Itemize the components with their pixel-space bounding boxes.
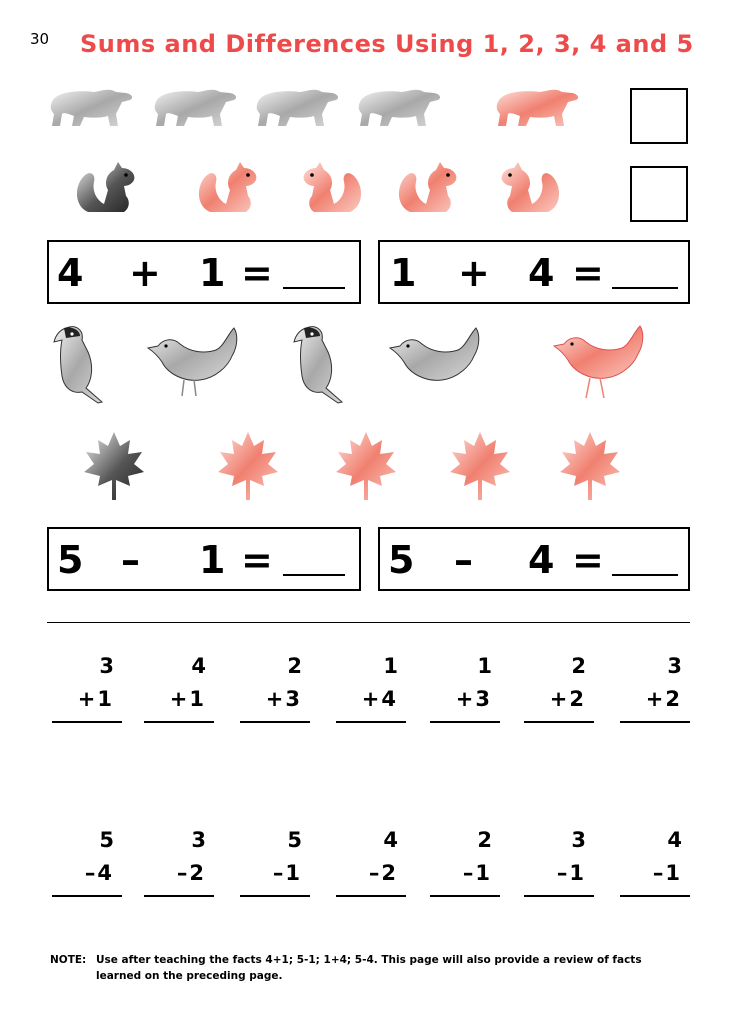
answer-blank[interactable] xyxy=(283,574,345,576)
polar-bear-icon xyxy=(252,84,344,130)
equation-operand: 5 xyxy=(57,538,84,582)
problem-bottom-number: +1 xyxy=(169,687,206,711)
problem-bottom-number: +2 xyxy=(645,687,682,711)
page-title: Sums and Differences Using 1, 2, 3, 4 and 5 xyxy=(80,30,694,58)
answer-blank[interactable] xyxy=(612,287,678,289)
problem-top-number: 1 xyxy=(477,654,492,678)
equation-operand: 4 xyxy=(57,251,84,295)
addition-equation-box xyxy=(47,240,361,304)
equation-operand: 1 xyxy=(390,251,417,295)
subtraction-equation-box xyxy=(378,527,690,591)
problem-bottom-number: –1 xyxy=(272,861,302,885)
problem-bottom-number: +3 xyxy=(455,687,492,711)
problem-bottom-number: +4 xyxy=(361,687,398,711)
squirrel-icon xyxy=(74,150,142,216)
answer-line[interactable] xyxy=(144,895,214,897)
maple-leaf-icon xyxy=(334,430,398,502)
equation-operand: 4 xyxy=(528,538,555,582)
bird-icon xyxy=(288,322,350,404)
answer-line[interactable] xyxy=(430,721,500,723)
problem-top-number: 2 xyxy=(477,828,492,852)
equals-sign: = xyxy=(241,538,273,582)
maple-leaf-icon xyxy=(448,430,512,502)
problem-bottom-number: –2 xyxy=(368,861,398,885)
problem-bottom-number: –2 xyxy=(176,861,206,885)
answer-line[interactable] xyxy=(430,895,500,897)
equation-operand: 4 xyxy=(528,251,555,295)
section-divider xyxy=(47,622,690,623)
squirrel-icon xyxy=(196,150,264,216)
bird-icon xyxy=(144,326,244,406)
polar-bear-icon xyxy=(354,84,446,130)
equation-operator: – xyxy=(121,538,140,582)
answer-line[interactable] xyxy=(144,721,214,723)
page-number: 30 xyxy=(30,30,50,48)
bird-icon xyxy=(386,326,486,406)
answer-line[interactable] xyxy=(52,721,122,723)
polar-bear-icon xyxy=(46,84,138,130)
maple-leaf-icon xyxy=(216,430,280,502)
problem-top-number: 3 xyxy=(191,828,206,852)
equation-operator: + xyxy=(129,251,161,295)
answer-line[interactable] xyxy=(524,721,594,723)
maple-leaf-icon xyxy=(558,430,622,502)
problem-bottom-number: –1 xyxy=(462,861,492,885)
maple-leaf-icon xyxy=(82,430,146,502)
problem-bottom-number: +2 xyxy=(549,687,586,711)
equals-sign: = xyxy=(572,538,604,582)
subtraction-equation-box xyxy=(47,527,361,591)
problem-bottom-number: +1 xyxy=(77,687,114,711)
answer-line[interactable] xyxy=(240,895,310,897)
squirrel-icon xyxy=(296,150,364,216)
problem-bottom-number: –1 xyxy=(652,861,682,885)
problem-top-number: 3 xyxy=(571,828,586,852)
answer-line[interactable] xyxy=(240,721,310,723)
equals-sign: = xyxy=(241,251,273,295)
problem-top-number: 3 xyxy=(667,654,682,678)
equation-operator: – xyxy=(454,538,473,582)
bird-icon xyxy=(550,324,650,406)
answer-line[interactable] xyxy=(620,895,690,897)
problem-top-number: 4 xyxy=(383,828,398,852)
problem-top-number: 3 xyxy=(99,654,114,678)
polar-bear-icon xyxy=(150,84,242,130)
problem-top-number: 1 xyxy=(383,654,398,678)
squirrel-icon xyxy=(396,150,464,216)
squirrel-icon xyxy=(494,150,562,216)
problem-bottom-number: +3 xyxy=(265,687,302,711)
answer-blank[interactable] xyxy=(612,574,678,576)
answer-line[interactable] xyxy=(336,895,406,897)
equals-sign: = xyxy=(572,251,604,295)
answer-line[interactable] xyxy=(524,895,594,897)
addition-equation-box xyxy=(378,240,690,304)
equation-operand: 1 xyxy=(199,251,226,295)
problem-top-number: 5 xyxy=(99,828,114,852)
answer-box-squirrels[interactable] xyxy=(630,166,688,222)
problem-top-number: 2 xyxy=(571,654,586,678)
bird-icon xyxy=(48,322,110,404)
answer-line[interactable] xyxy=(52,895,122,897)
polar-bear-icon xyxy=(492,84,584,130)
equation-operand: 5 xyxy=(388,538,415,582)
note-text: Use after teaching the facts 4+1; 5-1; 1+4; 5-4. This page will also provide a review of facts learned on the preceding page. xyxy=(96,954,642,982)
equation-operator: + xyxy=(458,251,490,295)
problem-top-number: 4 xyxy=(191,654,206,678)
problem-top-number: 4 xyxy=(667,828,682,852)
equation-operand: 1 xyxy=(199,538,226,582)
answer-box-bears[interactable] xyxy=(630,88,688,144)
answer-blank[interactable] xyxy=(283,287,345,289)
problem-top-number: 2 xyxy=(287,654,302,678)
answer-line[interactable] xyxy=(336,721,406,723)
problem-bottom-number: –4 xyxy=(84,861,114,885)
problem-bottom-number: –1 xyxy=(556,861,586,885)
answer-line[interactable] xyxy=(620,721,690,723)
note-label: NOTE: xyxy=(50,954,87,966)
problem-top-number: 5 xyxy=(287,828,302,852)
